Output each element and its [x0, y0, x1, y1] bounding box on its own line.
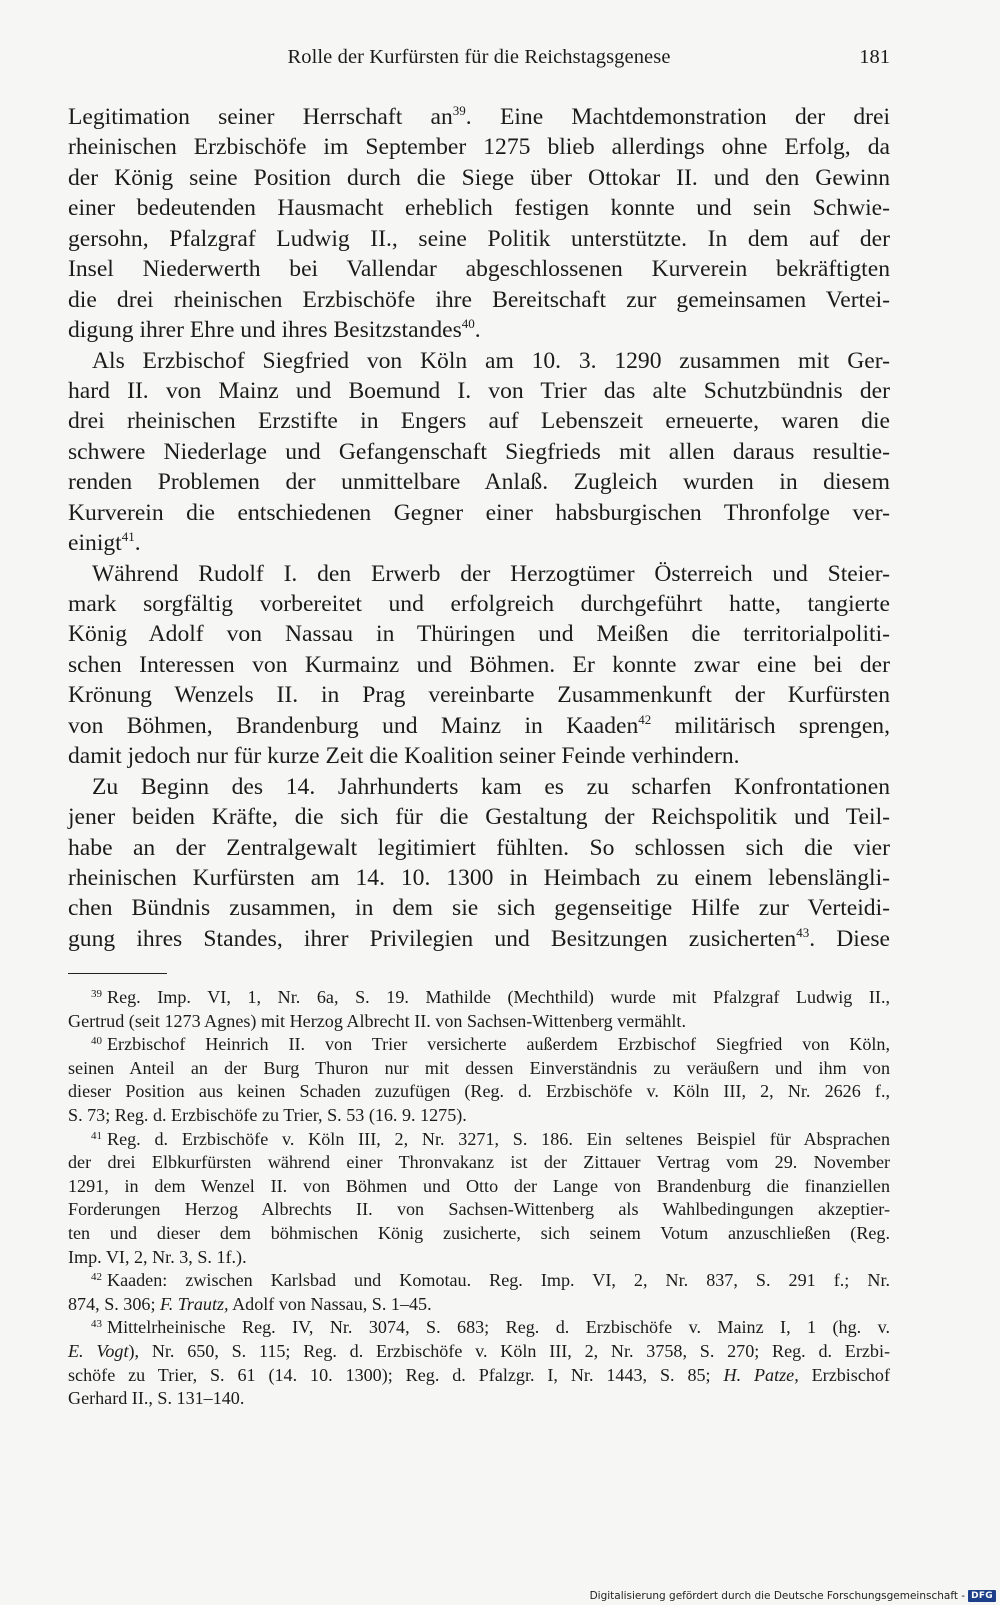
footnote-line: 1291, in dem Wenzel II. von Böhmen und Otto der Lange von Brandenburg die finanziellen — [68, 1175, 890, 1196]
footnote-number: 41 — [91, 1129, 102, 1142]
footnote-line: Gertrud (seit 1273 Agnes) mit Herzog Albrecht II. von Sachsen-Wittenberg vermählt. — [68, 1010, 686, 1031]
text-line: Als Erzbischof Siegfried von Köln am 10. 3. 1290 zusammen mit Ger- — [92, 347, 890, 374]
footnote-ref[interactable]: 43 — [796, 924, 810, 940]
author-name: H. Patze, — [723, 1364, 799, 1385]
text-line: damit jedoch nur für kurze Zeit die Koalition seiner Feinde verhindern. — [68, 743, 740, 770]
footnote-line: der drei Elbkurfürsten während einer Thronvakanz ist der Zittauer Vertrag vom 29. November — [68, 1152, 890, 1173]
text-line: renden Problemen der unmittelbare Anlaß. Zugleich wurden in diesem — [68, 469, 890, 496]
footnote-ref[interactable]: 41 — [121, 529, 135, 545]
footnote-line: Forderungen Herzog Albrechts II. von Sachsen-Wittenberg als Wahlbedingungen akzeptier- — [68, 1199, 890, 1220]
running-title: Rolle der Kurfürsten für die Reichstagsgenese — [287, 46, 671, 68]
footnote-line: schöfe zu Trier, S. 61 (14. 10. 1300); Reg. d. Pfalzgr. I, Nr. 1443, S. 85; H. Patze, Erzbischof — [68, 1364, 890, 1385]
footnote-ref[interactable]: 42 — [638, 711, 652, 727]
digitization-footer — [590, 1590, 996, 1602]
text-line: die drei rheinischen Erzbischöfe ihre Bereitschaft zur gemeinsamen Vertei- — [68, 286, 890, 313]
author-name: E. Vogt — [68, 1340, 129, 1361]
text-line: drei rheinischen Erzstifte in Engers auf Lebenszeit erneuerte, waren die — [68, 408, 890, 435]
dfg-logo[interactable]: DFG — [968, 1590, 996, 1602]
text-line: rheinischen Kurfürsten am 14. 10. 1300 in Heimbach zu einem lebenslängli- — [68, 864, 890, 891]
text-line: mark sorgfältig vorbereitet und erfolgreich durchgeführt hatte, tangierte — [68, 591, 890, 617]
footnote-line: Gerhard II., S. 131–140. — [68, 1388, 245, 1409]
footer-text: Digitalisierung gefördert durch die Deutsche Forschungsgemeinschaft - — [589, 1590, 966, 1602]
text-line: rheinischen Erzbischöfe im September 1275 blieb allerdings ohne Erfolg, da — [68, 134, 890, 161]
footnote-line: $^{39}$ Reg. Imp. VI, 1, Nr. 6a, S. 19. Mathilde (Mechthild) wurde mit Pfalzgraf Ludwig II., — [91, 987, 890, 1007]
running-header — [68, 44, 890, 78]
footnote-number: 39 — [91, 988, 102, 1000]
footnote-line: seinen Anteil an der Burg Thuron nur mit dessen Einverständnis zu veräußern und ihm von — [68, 1057, 890, 1078]
footnote-line: 874, S. 306; F. Trautz, Adolf von Nassau, S. 1–45. — [68, 1293, 432, 1314]
footnote-line: S. 73; Reg. d. Erzbischöfe zu Trier, S. 53 (16. 9. 1275). — [68, 1104, 467, 1125]
footnote-number: 42 — [91, 1271, 102, 1284]
footnote-ref[interactable]: 40 — [461, 316, 475, 332]
footnote-line: $^{43}$ Mittelrheinische Reg. IV, Nr. 3074, S. 683; Reg. d. Erzbischöfe v. Mainz I, 1 (hg. v. — [91, 1317, 890, 1338]
text-line: einigt$^{41}$. — [68, 529, 141, 557]
text-line: Legitimation seiner Herrschaft $an^{39}$. Eine Machtdemonstration der drei — [68, 103, 891, 130]
text-line: König Adolf von Nassau in Thüringen und Meißen die territorialpoliti- — [68, 621, 890, 648]
text-line: schen Interessen von Kurmainz und Böhmen. Er konnte zwar eine bei der — [68, 651, 890, 678]
text-line: digung ihrer Ehre und ihres Besitzstandes$^{40}$. — [68, 316, 481, 344]
footnote-separator — [68, 973, 167, 974]
footnote-number: 40 — [91, 1035, 102, 1048]
text-line: der König seine Position durch die Siege über Ottokar II. und den Gewinn — [68, 164, 890, 191]
text-line: einer bedeutenden Hausmacht erheblich festigen konnte und sein Schwie- — [68, 195, 890, 222]
text-line: habe an der Zentralgewalt legitimiert fühlten. So schlossen sich die vier — [68, 834, 890, 861]
footnotes — [68, 986, 890, 1411]
footnote-line: dieser Position aus keinen Schaden zuzufügen (Reg. d. Erzbischöfe v. Köln III, 2, Nr. 2626 f., — [68, 1081, 890, 1102]
text-line: von Böhmen, Brandenburg und Mainz in Kaaden$^{42}$ militärisch sprengen, — [68, 711, 890, 739]
text-line: Während Rudolf I. den Erwerb der Herzogtümer Österreich und Steier- — [92, 560, 890, 587]
footnote-line: Imp. VI, 2, Nr. 3, S. 1f.). — [68, 1246, 247, 1267]
text-line: gung ihres Standes, ihrer Privilegien und Besitzungen zusicherten$^{43}$. Diese — [68, 924, 890, 952]
text-line: schwere Niederlage und Gefangenschaft Siegfrieds mit allen daraus resultie- — [68, 438, 890, 465]
text-line: Insel Niederwerth bei Vallendar abgeschlossenen Kurverein bekräftigten — [68, 256, 890, 283]
text-line: chen Bündnis zusammen, in dem sie sich gegenseitige Hilfe zur Verteidi- — [68, 895, 890, 922]
footnote-number: 43 — [91, 1318, 102, 1331]
footnote-line: $^{40}$ Erzbischof Heinrich II. von Trier versicherte außerdem Erzbischof Siegfried von Köln, — [91, 1034, 890, 1055]
text-line: Kurverein die entschiedenen Gegner einer habsburgischen Thronfolge ver- — [68, 499, 890, 526]
text-line: Krönung Wenzels II. in Prag vereinbarte Zusammenkunft der Kurfürsten — [68, 682, 890, 709]
text-line: jener beiden Kräfte, die sich für die Gestaltung der Reichspolitik und Teil- — [68, 804, 890, 831]
footnote-ref[interactable]: 39 — [452, 103, 466, 118]
footnote-line: $^{42}$ Kaaden: zwischen Karlsbad und Komotau. Reg. Imp. VI, 2, Nr. 837, S. 291 f.; Nr. — [91, 1270, 890, 1291]
page-number: 181 — [859, 46, 890, 68]
text-line: hard II. von Mainz und Boemund I. von Trier das alte Schutzbündnis der — [68, 377, 890, 404]
main-text — [68, 102, 890, 954]
footnote-line: E. Vogt), Nr. 650, S. 115; Reg. d. Erzbischöfe v. Köln III, 2, Nr. 3758, S. 270; Reg. d. Erzbi- — [68, 1340, 890, 1361]
footnote-line: ten und dieser dem böhmischen König zusicherte, sich seinem Votum anzuschließen (Reg. — [68, 1222, 890, 1243]
text-line: gersohn, Pfalzgraf Ludwig II., seine Politik unterstützte. In dem auf der — [68, 225, 890, 252]
text-line: Zu Beginn des 14. Jahrhunderts kam es zu scharfen Konfrontationen — [92, 773, 890, 800]
author-name: F. Trautz, — [160, 1293, 229, 1314]
footnote-line: $^{41}$ Reg. d. Erzbischöfe v. Köln III, 2, Nr. 3271, S. 186. Ein seltenes Beispiel für Absprachen — [91, 1128, 890, 1149]
